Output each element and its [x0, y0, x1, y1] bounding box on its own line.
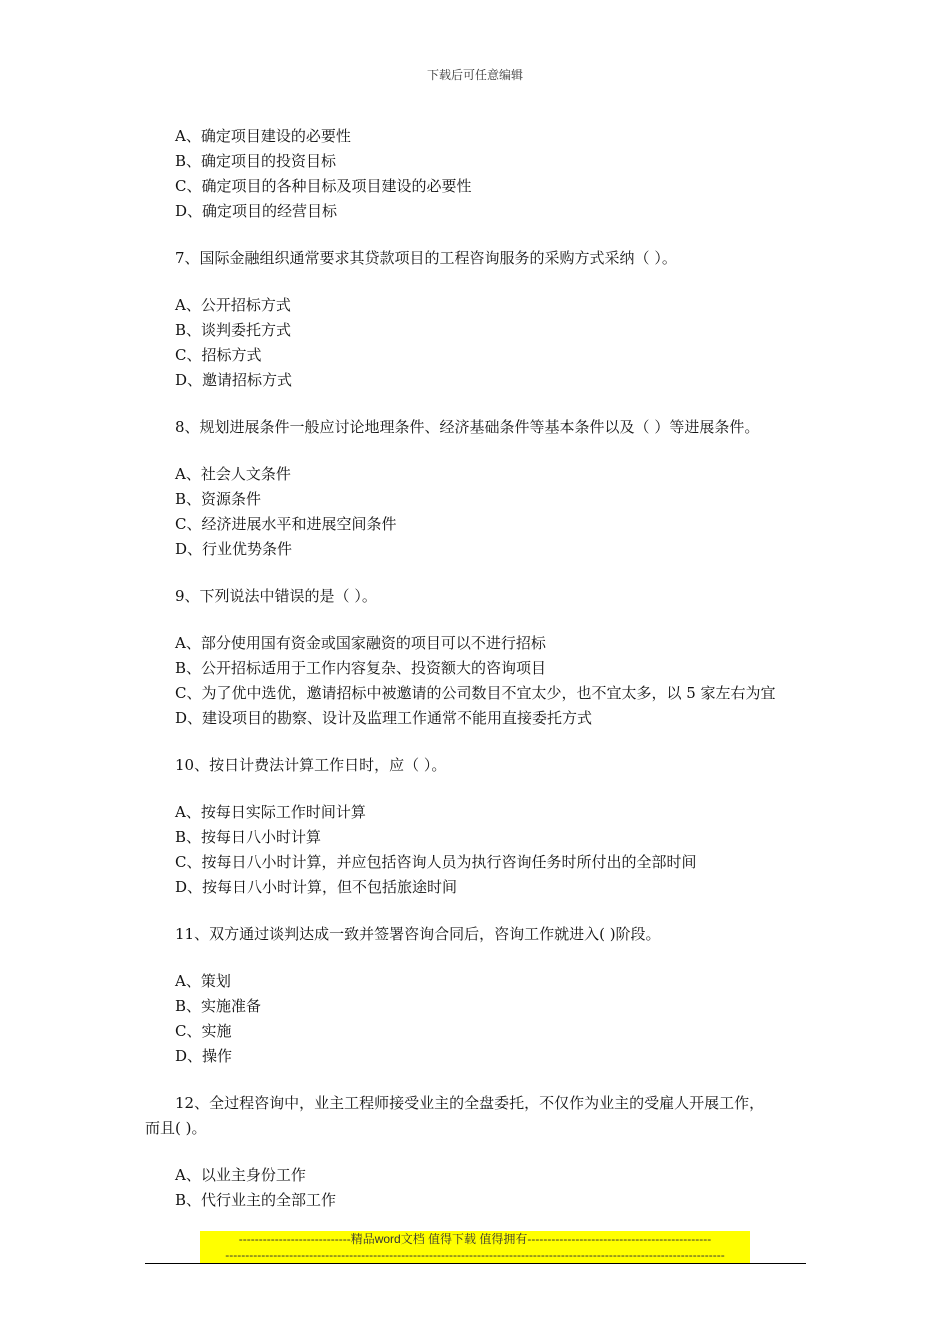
option-d-line: D、邀请招标方式	[175, 371, 293, 389]
option-a-line: A、策划	[175, 972, 231, 990]
option-b-line: B、公开招标适用于工作内容复杂、投资额大的咨询项目	[175, 659, 547, 677]
option-b-line: B、谈判委托方式	[175, 321, 292, 339]
footer-rule	[145, 1263, 806, 1264]
option-c-line: C、招标方式	[175, 346, 262, 364]
option-a-line: A、以业主身份工作	[175, 1166, 306, 1184]
question-12-continuation: 而且( )。	[145, 1119, 207, 1137]
question-8: 8、规划进展条件一般应讨论地理条件、经济基础条件等基本条件以及（ ）等进展条件。	[175, 418, 760, 436]
option-d-line: D、操作	[175, 1047, 233, 1065]
option-c-line: C、确定项目的各种目标及项目建设的必要性	[175, 177, 472, 195]
question-7: 7、国际金融组织通常要求其贷款项目的工程咨询服务的采购方式采纳（ ）。	[175, 249, 677, 267]
question-11: 11、双方通过谈判达成一致并签署咨询合同后，咨询工作就进入( )阶段。	[175, 925, 661, 943]
option-b-line: B、资源条件	[175, 490, 262, 508]
footer-banner-line-1: ----------------------------精品word文档 值得下载 值得拥有----------------------------------------------	[200, 1231, 750, 1247]
option-a-line: A、按每日实际工作时间计算	[175, 803, 366, 821]
option-c-line: C、实施	[175, 1022, 232, 1040]
option-a-line: A、社会人文条件	[175, 465, 291, 483]
option-b-line: B、确定项目的投资目标	[175, 152, 337, 170]
footer-banner-line-2: -----------------------------------------------------------------------------------------------------------------------------	[200, 1247, 750, 1263]
option-d-line: D、确定项目的经营目标	[175, 202, 338, 220]
option-d-line: D、按每日八小时计算，但不包括旅途时间	[175, 878, 458, 896]
option-c-line: C、经济进展水平和进展空间条件	[175, 515, 397, 533]
option-b-line: B、代行业主的全部工作	[175, 1191, 337, 1209]
question-10: 10、按日计费法计算工作日时，应（ ）。	[175, 756, 447, 774]
option-a-line: A、部分使用国有资金或国家融资的项目可以不进行招标	[175, 634, 546, 652]
option-d-line: D、建设项目的勘察、设计及监理工作通常不能用直接委托方式	[175, 709, 593, 727]
option-b-line: B、按每日八小时计算	[175, 828, 322, 846]
question-9: 9、下列说法中错误的是（ ）。	[175, 587, 377, 605]
option-b-line: B、实施准备	[175, 997, 262, 1015]
page-header: 下载后可任意编辑	[426, 68, 523, 82]
option-c-line: C、为了优中选优，邀请招标中被邀请的公司数目不宜太少，也不宜太多，以 5 家左右为宜	[175, 684, 776, 702]
option-d-line: D、行业优势条件	[175, 540, 293, 558]
option-c-line: C、按每日八小时计算，并应包括咨询人员为执行咨询任务时所付出的全部时间	[175, 853, 697, 871]
option-a-line: A、公开招标方式	[175, 296, 291, 314]
option-a-line: A、确定项目建设的必要性	[175, 127, 351, 145]
question-12: 12、全过程咨询中，业主工程师接受业主的全盘委托，不仅作为业主的受雇人开展工作，	[175, 1094, 765, 1112]
